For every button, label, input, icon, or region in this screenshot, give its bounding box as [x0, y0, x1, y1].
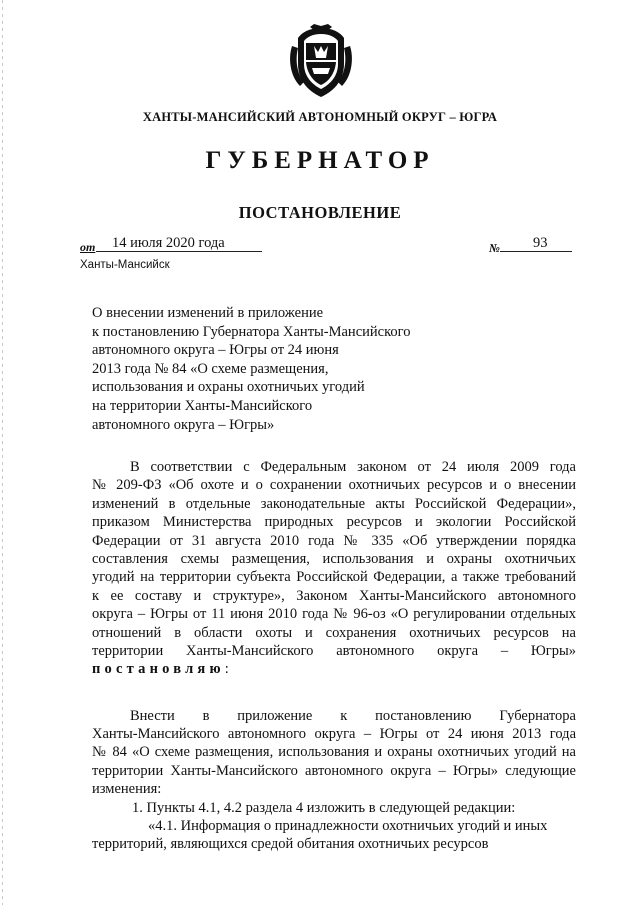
- decree-word: постановляю: [92, 661, 225, 678]
- body-line: составления схемы размещения, использования и охраны охотничьих: [92, 550, 576, 567]
- body-line: № 209-ФЗ «Об охоте и о сохранении охотничьих ресурсов и о внесении: [92, 477, 576, 494]
- city-name: Ханты-Мансийск: [80, 259, 170, 271]
- body-line: изменений в отдельные законодательные акты Российской Федерации»,: [92, 495, 576, 512]
- body-line: Ханты-Мансийского автономного округа – Югры от 24 июня 2013 года: [92, 726, 576, 743]
- document-number: 93: [533, 235, 548, 251]
- body-line: В соответствии с Федеральным законом от 24 июля 2009 года: [130, 459, 576, 475]
- quoted-line: территорий, являющихся средой обитания охотничьих ресурсов: [92, 836, 489, 853]
- coat-of-arms-emblem: [288, 24, 354, 100]
- document-body: [92, 458, 576, 854]
- region-heading: ХАНТЫ-МАНСИЙСКИЙ АВТОНОМНЫЙ ОКРУГ – ЮГРА: [142, 110, 498, 124]
- subject-line: к постановлению Губернатора Ханты-Мансийского: [92, 323, 411, 340]
- body-line: Федерации от 31 августа 2010 года № 335 «Об утверждении порядка: [92, 532, 576, 549]
- body-line: к ее составу и структуре», Законом Ханты-Мансийского автономного: [92, 587, 576, 604]
- body-line: угодий на территории субъекта Российской Федерации, а также требований: [92, 569, 576, 586]
- governor-title: ГУБЕРНАТОР: [205, 147, 435, 174]
- subject-line: автономного округа – Югры от 24 июня: [92, 342, 339, 359]
- subject-line: использования и охраны охотничьих угодий: [92, 379, 365, 396]
- body-line: № 84 «О схеме размещения, использования и охраны охотничьих угодий на: [92, 744, 576, 761]
- body-line: отношений в области охоты и сохранения охотничьих ресурсов на: [92, 624, 576, 641]
- subject-line: 2013 года № 84 «О схеме размещения,: [92, 360, 329, 377]
- body-line: территории Ханты-Мансийского автономного округа – Югры» следующие: [92, 762, 576, 779]
- date-prefix-label: от: [80, 240, 96, 254]
- paragraph-gap: [92, 679, 576, 707]
- quoted-line: «4.1. Информация о принадлежности охотничьих угодий и иных: [148, 818, 548, 835]
- body-line: территории Ханты-Мансийского автономного округа – Югры»: [92, 642, 576, 659]
- number-label: №: [489, 241, 500, 255]
- document-subject: [92, 304, 452, 434]
- subject-line: О внесении изменений в приложение: [92, 305, 324, 321]
- decree-line: [92, 660, 576, 678]
- decree-colon: :: [224, 661, 229, 678]
- body-line: Внести в приложение к постановлению Губернатора: [130, 707, 576, 724]
- body-line: округа – Югры от 11 июня 2010 года № 96-оз «О регулировании отдельных: [92, 606, 576, 623]
- body-line: изменения:: [92, 781, 162, 798]
- subject-line: на территории Ханты-Мансийского: [92, 397, 313, 414]
- list-item: 1. Пункты 4.1, 4.2 раздела 4 изложить в следующей редакции:: [132, 799, 516, 816]
- scan-edge: [2, 0, 3, 905]
- subject-line: автономного округа – Югры»: [92, 416, 275, 433]
- document-date: 14 июля 2020 года: [112, 235, 225, 251]
- body-line: приказом Министерства природных ресурсов и экологии Российской: [92, 514, 576, 531]
- document-type-heading: ПОСТАНОВЛЕНИЕ: [238, 203, 402, 222]
